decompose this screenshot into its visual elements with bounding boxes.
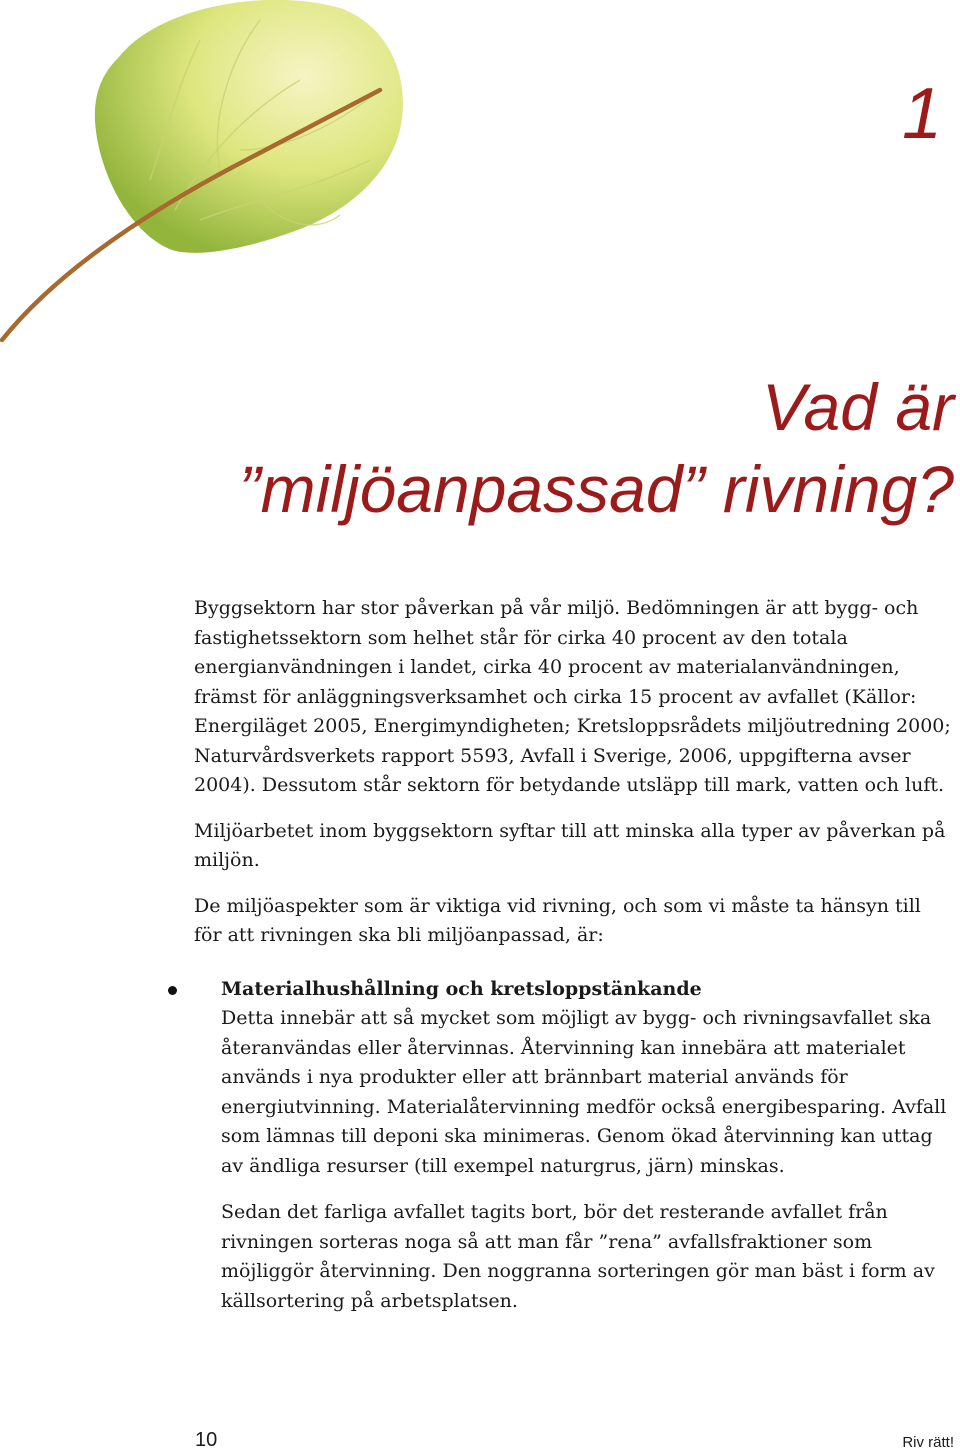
bullet-heading: Materialhushållning och kretsloppstänkande: [221, 977, 702, 1000]
bullet-list-item: [194, 975, 954, 1317]
publication-title: Riv rätt!: [902, 1434, 954, 1451]
leaf-blade: [95, 0, 403, 253]
chapter-title: [234, 366, 954, 530]
page-number: 10: [195, 1429, 218, 1451]
paragraph: Byggsektorn har stor påverkan på vår miljö. Bedömningen är att bygg- och fastighetssektorn som helhet står för cirka 40 procent av den totala energianvändningen i landet, cirka 40 procent av materialanvändningen, främst för anläggningsverksamhet och cirka 15 procent av avfallet (Källor: Energiläget 2005, Energimyndigheten; Kretsloppsrådets miljöutredning 2000; Naturvårdsverkets rapport 5593, Avfall i Sverige, 2006, uppgifterna avser 2004). Dessutom står sektorn för betydande utsläpp till mark, vatten och luft.: [194, 597, 951, 796]
chapter-number: 1: [901, 74, 942, 154]
leaf-illustration: [0, 0, 420, 345]
paragraph: De miljöaspekter som är viktiga vid rivning, och som vi måste ta hänsyn till för att rivningen ska bli miljöanpassad, är:: [194, 894, 921, 946]
bullet-paragraph: Detta innebär att så mycket som möjligt av bygg- och rivningsavfallet ska återanvändas eller återvinnas. Återvinning kan innebära att materialet används i nya produkter eller att brännbart material används för energiutvinning. Materialåtervinning medför också energibesparing. Avfall som lämnas till deponi ska minimeras. Genom ökad återvinning kan uttag av ändliga resurser (till exempel naturgrus, järn) minskas.: [221, 1007, 947, 1177]
bullet-point-icon: [168, 986, 177, 995]
chapter-title-line-1: Vad är: [761, 370, 954, 444]
body-text: [194, 594, 954, 1333]
bullet-paragraph: Sedan det farliga avfallet tagits bort, bör det resterande avfallet från rivningen sorteras noga så att man får ”rena” avfallsfraktioner som möjliggör återvinning. Den noggranna sorteringen gör man bäst i form av källsortering på arbetsplatsen.: [221, 1201, 935, 1312]
paragraph: Miljöarbetet inom byggsektorn syftar till att minska alla typer av påverkan på miljön.: [194, 819, 946, 871]
chapter-title-line-2: ”miljöanpassad” rivning?: [238, 452, 954, 526]
